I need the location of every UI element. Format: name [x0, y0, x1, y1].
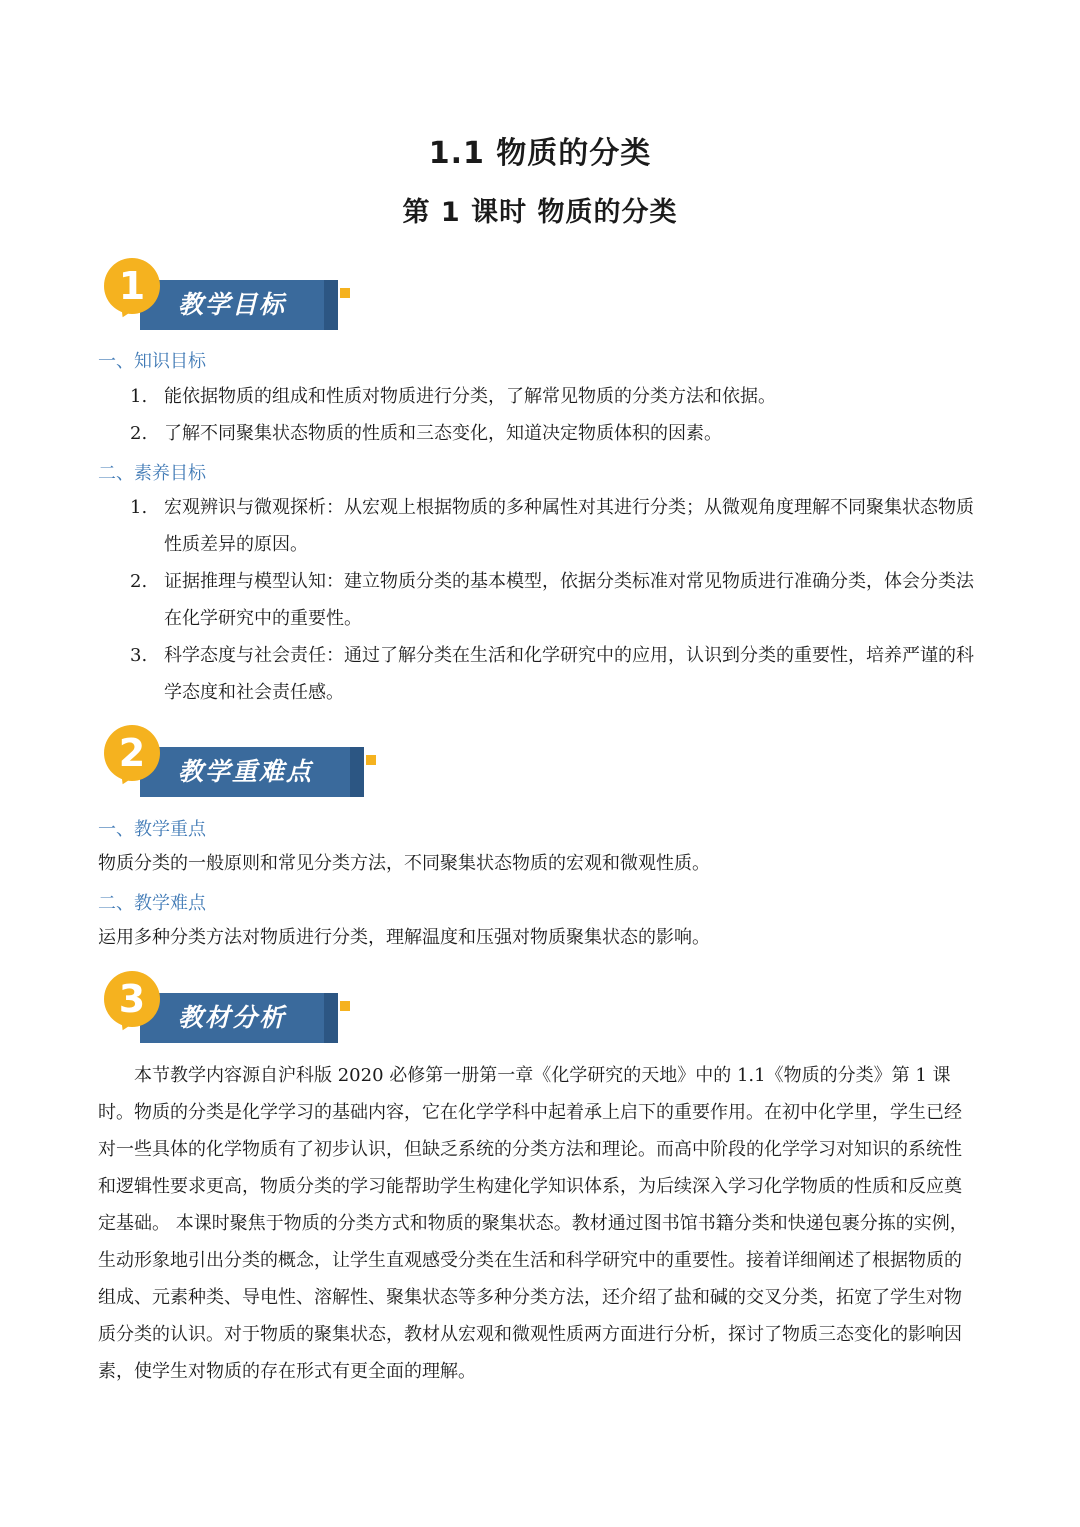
- page-title: 1.1 物质的分类: [428, 136, 652, 171]
- section-number-badge: 2: [104, 725, 160, 781]
- section-title: 教学目标: [178, 290, 287, 319]
- section-banner-3: [104, 971, 354, 1051]
- section-number-badge: 3: [104, 971, 160, 1027]
- subsection-heading: 一、知识目标: [98, 351, 206, 372]
- paragraph: 运用多种分类方法对物质进行分类，理解温度和压强对物质聚集状态的影响。: [98, 927, 710, 948]
- list-item: 3. 科学态度与社会责任：通过了解分类在生活和化学研究中的应用，认识到分类的重要性，培养严谨的科学态度和社会责任感。: [130, 645, 974, 703]
- banner-accent-square: [366, 755, 376, 765]
- section-title: 教材分析: [178, 1003, 287, 1032]
- list-item: 2. 了解不同聚集状态物质的性质和三态变化，知道决定物质体积的因素。: [130, 423, 722, 444]
- paragraph: 物质分类的一般原则和常见分类方法，不同聚集状态物质的宏观和微观性质。: [98, 853, 710, 874]
- section-number-badge: 1: [104, 258, 160, 314]
- section-title: 教学重难点: [178, 757, 314, 786]
- section-banner-1: [104, 258, 354, 338]
- list-item: 2. 证据推理与模型认知：建立物质分类的基本模型，依据分类标准对常见物质进行准确分类，体会分类法在化学研究中的重要性。: [130, 571, 974, 629]
- list-item: 1. 能依据物质的组成和性质对物质进行分类，了解常见物质的分类方法和依据。: [130, 386, 776, 407]
- subsection-heading: 二、素养目标: [98, 463, 206, 484]
- banner-accent-square: [340, 288, 350, 298]
- banner-accent-square: [340, 1001, 350, 1011]
- list-item: 1. 宏观辨识与微观探析：从宏观上根据物质的多种属性对其进行分类；从微观角度理解不同聚集状态物质性质差异的原因。: [130, 497, 974, 555]
- subsection-heading: 一、教学重点: [98, 819, 206, 840]
- lesson-subtitle: 第 1 课时 物质的分类: [402, 197, 678, 228]
- analysis-paragraph: 本节教学内容源自沪科版 2020 必修第一册第一章《化学研究的天地》中的 1.1《物质的分类》第 1 课时。物质的分类是化学学习的基础内容，它在化学学科中起着承上启下的重要作用。在初中化学里，学生已经对一些具体的化学物质有了初步认识，但缺乏系统的分类方法和理论。而高中阶段的化学学习对知识的系统性和逻辑性要求更高，物质分类的学习能帮助学生构建化学知识体系，为后续深入学习化学物质的性质和反应奠定基础。 本课时聚焦于物质的分类方式和物质的聚集状态。教材通过图书馆书籍分类和快递包裹分拣的实例，生动形象地引出分类的概念，让学生直观感受分类在生活和科学研究中的重要性。接着详细阐述了根据物质的组成、元素种类、导电性、溶解性、聚集状态等多种分类方法，还介绍了盐和碱的交叉分类，拓宽了学生对物质分类的认识。对于物质的聚集状态，教材从宏观和微观性质两方面进行分析，探讨了物质三态变化的影响因素，使学生对物质的存在形式有更全面的理解。: [98, 1065, 968, 1382]
- section-banner-2: [104, 725, 384, 805]
- subsection-heading: 二、教学难点: [98, 893, 206, 914]
